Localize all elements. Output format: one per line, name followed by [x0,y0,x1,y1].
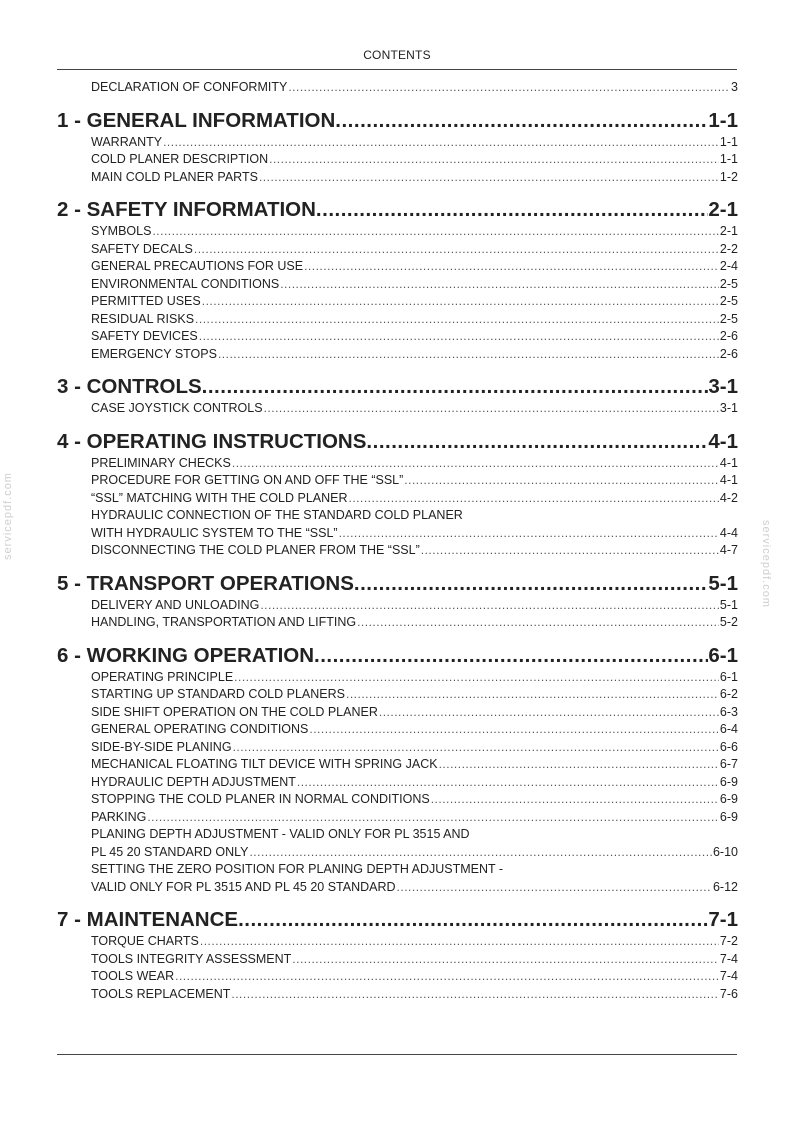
toc-entry[interactable] [91,614,738,632]
section-page: 1-1 [708,108,738,132]
toc-entry[interactable] [91,328,738,346]
dot-leader [202,374,709,400]
dot-leader [234,669,719,687]
toc-entry[interactable] [91,311,738,329]
toc-entry-title: GENERAL OPERATING CONDITIONS [91,722,309,736]
dot-leader [354,571,708,597]
dot-leader [232,455,719,473]
dot-leader [339,525,719,543]
toc-entry[interactable] [91,968,738,986]
toc-entry-title: DELIVERY AND UNLOADING [91,597,260,612]
toc-entry-title: PARKING [91,809,147,824]
toc-section-heading[interactable] [57,907,738,933]
toc-entry[interactable] [91,151,738,169]
toc-entry-title: STARTING UP STANDARD COLD PLANERS [91,687,345,701]
toc-entry-page: 6-2 [719,687,738,701]
toc-entry[interactable] [91,774,738,792]
toc-entry[interactable] [91,739,738,757]
toc-entry[interactable] [91,258,738,276]
toc-entry-title: MECHANICAL FLOATING TILT DEVICE WITH SPRING JACK [91,757,438,771]
section-title: 2 - SAFETY INFORMATION [57,198,316,221]
section-page: 2-1 [708,198,738,221]
toc-entry-title: GENERAL PRECAUTIONS FOR USE [91,259,304,273]
dot-leader [175,968,719,986]
dot-leader [280,276,719,294]
dot-leader [297,774,719,792]
dot-leader [346,686,719,704]
dot-leader [379,704,719,722]
dot-leader [421,542,719,560]
toc-entry-page: 6-6 [719,739,738,754]
section-page: 5-1 [708,571,738,595]
dot-leader [194,241,719,259]
toc-entry-page: 1-1 [719,134,738,149]
toc-entry[interactable] [91,134,738,152]
toc-entry-title: SIDE SHIFT OPERATION ON THE COLD PLANER [91,704,378,719]
toc-entry-title: EMERGENCY STOPS [91,346,217,361]
toc-entry-title: PERMITTED USES [91,294,201,308]
toc-entry-title: SAFETY DEVICES [91,329,198,343]
toc-entry-page: 2-2 [719,241,738,256]
toc-entry-page: 3-1 [719,401,738,415]
toc-entry-title: WARRANTY [91,134,163,149]
toc-section-heading[interactable] [57,197,738,223]
section-title: 7 - MAINTENANCE [57,908,239,931]
dot-leader [260,597,719,615]
toc-entry[interactable] [91,686,738,704]
toc-entry-page: 6-12 [712,879,738,894]
toc-entry[interactable] [91,704,738,722]
section-title: 5 - TRANSPORT OPERATIONS [57,571,354,595]
section-page: 3-1 [708,375,738,398]
toc-entry[interactable] [91,951,738,969]
dot-leader [231,986,719,1004]
toc-entry-title: SETTING THE ZERO POSITION FOR PLANING DEPTH ADJUSTMENT - [91,862,504,876]
toc-entry-page: 5-1 [719,597,738,612]
toc-section-heading[interactable] [57,571,738,597]
toc-entry-page: 6-3 [719,704,738,719]
toc-entry-page: 2-5 [719,276,738,291]
toc-entry[interactable] [91,669,738,687]
dot-leader [288,79,730,97]
dot-leader [349,490,719,508]
toc-entry[interactable] [91,597,738,615]
toc-entry-title: DISCONNECTING THE COLD PLANER FROM THE “SSL” [91,543,420,557]
toc-entry[interactable] [91,861,738,879]
toc-entry-page: 6-1 [719,669,738,684]
toc-entry-page: 7-4 [719,951,738,966]
dot-leader [264,400,719,418]
toc-entry-page: 5-2 [719,615,738,629]
toc-entry[interactable] [91,455,738,473]
toc-entry-title: SIDE-BY-SIDE PLANING [91,739,232,754]
toc-entry[interactable] [91,721,738,739]
section-title: 4 - OPERATING INSTRUCTIONS [57,429,367,453]
toc-entry[interactable] [91,844,738,862]
toc-entry[interactable] [91,241,738,259]
toc-entry-title: OPERATING PRINCIPLE [91,669,234,684]
dot-leader [397,879,712,897]
toc-entry-page: 7-6 [719,986,738,1001]
toc-entry[interactable] [91,276,738,294]
toc-section-heading[interactable] [57,374,738,400]
dot-leader [147,809,719,827]
toc-entry-page: 4-4 [719,525,738,540]
dot-leader [200,933,719,951]
toc-entry-page: 4-2 [719,490,738,505]
toc-entry-title: TOOLS INTEGRITY ASSESSMENT [91,951,292,966]
toc-entry-page: 3 [731,80,738,94]
toc-entry[interactable] [91,293,738,311]
dot-leader [439,756,719,774]
toc-entry-page: 4-7 [719,543,738,557]
dot-leader [163,134,719,152]
toc-entry-page: 4-1 [719,455,738,470]
toc-entry[interactable] [91,525,738,543]
dot-leader [249,844,712,862]
watermark-left: servicepdf.com [2,472,14,560]
toc-entry[interactable] [91,933,738,951]
dot-leader [259,169,719,187]
dot-leader [195,311,719,329]
footer-rule [57,1054,737,1055]
dot-leader [335,108,708,134]
dot-leader [269,151,719,169]
toc-section-heading[interactable] [57,643,738,669]
section-title: 1 - GENERAL INFORMATION [57,108,336,132]
toc-entry-page: 6-9 [719,792,738,806]
toc-entry-page: 1-1 [719,152,738,166]
toc-entry-page: 2-6 [719,346,738,361]
toc-entry[interactable] [91,490,738,508]
dot-leader [309,721,719,739]
dot-leader [292,951,719,969]
toc-entry-title: HANDLING, TRANSPORTATION AND LIFTING [91,615,357,629]
page-header: CONTENTS [363,48,431,62]
toc-entry-title: STOPPING THE COLD PLANER IN NORMAL CONDITIONS [91,792,430,806]
toc-entry-title: CASE JOYSTICK CONTROLS [91,401,263,415]
toc-entry-title: “SSL” MATCHING WITH THE COLD PLANER [91,490,348,505]
toc-entry-page: 6-4 [719,722,738,736]
dot-leader [152,223,718,241]
toc-entry-page: 4-1 [719,473,738,487]
watermark-right: servicepdf.com [760,520,772,608]
toc-entry-page: 2-4 [719,259,738,273]
toc-entry[interactable] [91,986,738,1004]
toc-entry-title: TOOLS REPLACEMENT [91,986,231,1001]
dot-leader [314,643,708,669]
table-of-contents [0,79,794,1003]
dot-leader [404,472,719,490]
dot-leader [316,197,708,223]
toc-entry-page: 6-9 [719,809,738,824]
toc-entry-page: 6-10 [712,844,738,859]
toc-entry-page: 6-7 [719,757,738,771]
section-title: 3 - CONTROLS [57,375,202,398]
dot-leader [366,429,708,455]
toc-section-heading[interactable] [57,429,738,455]
toc-entry[interactable] [91,791,738,809]
toc-entry-page: 1-2 [719,169,738,184]
toc-entry-title: TOOLS WEAR [91,969,175,983]
toc-entry-page: 2-5 [719,294,738,308]
toc-entry[interactable] [91,879,738,897]
toc-entry[interactable] [91,223,738,241]
toc-entry-declaration[interactable] [91,79,738,97]
toc-entry-title: COLD PLANER DESCRIPTION [91,152,269,166]
dot-leader [199,328,719,346]
dot-leader [357,614,719,632]
toc-entry-page: 2-1 [719,224,738,238]
dot-leader [431,791,719,809]
toc-entry-title: TORQUE CHARTS [91,934,199,948]
section-page: 7-1 [708,908,738,931]
section-title: 6 - WORKING OPERATION [57,643,315,667]
toc-entry-title: WITH HYDRAULIC SYSTEM TO THE “SSL” [91,525,338,540]
toc-entry-page: 7-4 [719,969,738,983]
dot-leader [304,258,719,276]
toc-entry-title: SYMBOLS [91,224,152,238]
toc-entry-page: 2-5 [719,311,738,326]
toc-entry-page: 7-2 [719,934,738,948]
toc-entry-title: MAIN COLD PLANER PARTS [91,169,258,184]
toc-entry-page: 2-6 [719,329,738,343]
toc-entry-title: HYDRAULIC CONNECTION OF THE STANDARD COLD PLANER [91,508,463,522]
toc-entry-title: PLANING DEPTH ADJUSTMENT - VALID ONLY FOR PL 3515 AND [91,827,470,841]
dot-leader [202,293,719,311]
toc-entry[interactable] [91,346,738,364]
toc-entry-title: VALID ONLY FOR PL 3515 AND PL 45 20 STANDARD [91,879,396,894]
toc-entry-title: PROCEDURE FOR GETTING ON AND OFF THE “SSL” [91,473,404,487]
toc-entry-title: PL 45 20 STANDARD ONLY [91,844,249,859]
header-rule [57,69,737,70]
toc-entry-title: RESIDUAL RISKS [91,311,195,326]
toc-entry[interactable] [91,756,738,774]
toc-entry-title: SAFETY DECALS [91,241,193,256]
toc-entry[interactable] [91,507,738,525]
dot-leader [218,346,719,364]
section-page: 4-1 [708,429,738,453]
toc-entry-title: ENVIRONMENTAL CONDITIONS [91,276,280,291]
toc-section-heading[interactable] [57,108,738,134]
toc-entry-title: HYDRAULIC DEPTH ADJUSTMENT [91,774,296,789]
toc-entry[interactable] [91,472,738,490]
toc-entry[interactable] [91,809,738,827]
section-page: 6-1 [708,643,738,667]
toc-entry-title: DECLARATION OF CONFORMITY [91,80,288,94]
dot-leader [233,739,719,757]
toc-entry[interactable] [91,542,738,560]
toc-entry[interactable] [91,169,738,187]
dot-leader [238,907,708,933]
toc-entry[interactable] [91,826,738,844]
toc-entry[interactable] [91,400,738,418]
toc-entry-title: PRELIMINARY CHECKS [91,455,231,470]
toc-entry-page: 6-9 [719,774,738,789]
